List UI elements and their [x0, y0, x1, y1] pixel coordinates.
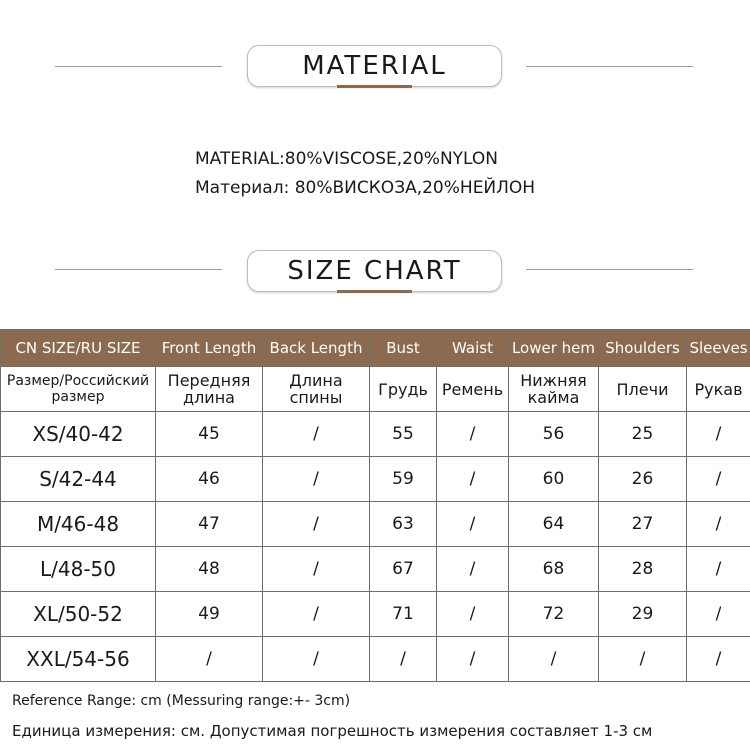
material-ru-label: Материал: [195, 178, 290, 198]
table-cell: / [156, 637, 263, 682]
measurement-notes [12, 686, 652, 746]
table-cell: / [263, 637, 370, 682]
material-section-title [247, 45, 502, 87]
table-cell: 48 [156, 547, 263, 592]
material-ru-value: 80%ВИСКОЗА,20%НЕЙЛОН [294, 178, 536, 198]
size-cell: M/46-48 [1, 502, 156, 547]
table-cell: / [437, 412, 509, 457]
table-cell: / [437, 637, 509, 682]
table-cell: 55 [370, 412, 437, 457]
col-header-sleeves: Sleeves [687, 330, 750, 367]
size-cell: XL/50-52 [1, 592, 156, 637]
table-cell: / [263, 502, 370, 547]
table-cell: / [437, 457, 509, 502]
col-header-waist-ru: Ремень [437, 367, 509, 412]
material-en-label: MATERIAL: [195, 149, 285, 169]
divider-line [55, 269, 222, 270]
table-cell: 59 [370, 457, 437, 502]
col-header-bust-ru: Грудь [370, 367, 437, 412]
table-cell: 63 [370, 502, 437, 547]
table-cell: 60 [509, 457, 599, 502]
divider-line [526, 269, 693, 270]
col-header-back-length: Back Length [263, 330, 370, 367]
col-header-bust: Bust [370, 330, 437, 367]
table-cell: / [687, 502, 750, 547]
table-row [1, 547, 750, 592]
table-cell: 71 [370, 592, 437, 637]
size-chart-section-title [247, 250, 502, 292]
material-section-title-text: MATERIAL [302, 51, 447, 81]
table-row [1, 457, 750, 502]
table-cell: 68 [509, 547, 599, 592]
reference-range-note: Reference Range: cm (Messuring range:+- 3cm) [12, 693, 351, 709]
table-cell: 25 [599, 412, 687, 457]
table-cell: 26 [599, 457, 687, 502]
table-cell: 64 [509, 502, 599, 547]
table-cell: / [687, 637, 750, 682]
table-cell: 72 [509, 592, 599, 637]
table-cell: / [263, 547, 370, 592]
table-cell: / [370, 637, 437, 682]
table-cell: 45 [156, 412, 263, 457]
table-cell: / [599, 637, 687, 682]
size-cell: XXL/54-56 [1, 637, 156, 682]
size-cell: XS/40-42 [1, 412, 156, 457]
table-cell: 67 [370, 547, 437, 592]
ru-measurement-note: Единица измерения: см. Допустимая погрешность измерения составляет 1-3 см [12, 722, 653, 740]
header-row-en [1, 330, 750, 367]
table-cell: 47 [156, 502, 263, 547]
size-cell: L/48-50 [1, 547, 156, 592]
table-cell: 28 [599, 547, 687, 592]
table-cell: / [687, 592, 750, 637]
title-accent-bar [337, 290, 412, 293]
col-header-size-ru: Размер/Российский размер [1, 367, 156, 412]
title-accent-bar [337, 85, 412, 88]
size-cell: S/42-44 [1, 457, 156, 502]
table-row [1, 637, 750, 682]
table-row [1, 592, 750, 637]
header-row-ru [1, 367, 750, 412]
col-header-size: CN SIZE/RU SIZE [1, 330, 156, 367]
material-en-row [195, 145, 535, 174]
size-chart-section-title-text: SIZE CHART [287, 256, 462, 286]
size-table [0, 329, 750, 682]
table-cell: / [687, 457, 750, 502]
col-header-lower-hem: Lower hem [509, 330, 599, 367]
table-cell: / [687, 412, 750, 457]
table-cell: 56 [509, 412, 599, 457]
col-header-lower-hem-ru: Нижняя кайма [509, 367, 599, 412]
table-row [1, 412, 750, 457]
divider-line [55, 66, 222, 67]
table-cell: 46 [156, 457, 263, 502]
table-cell: / [687, 547, 750, 592]
material-ru-row [195, 174, 535, 203]
col-header-back-length-ru: Длина спины [263, 367, 370, 412]
table-cell: 29 [599, 592, 687, 637]
col-header-waist: Waist [437, 330, 509, 367]
material-en-value: 80%VISCOSE,20%NYLON [284, 149, 499, 169]
table-cell: / [437, 547, 509, 592]
divider-line [526, 66, 693, 67]
col-header-shoulders-ru: Плечи [599, 367, 687, 412]
table-cell: / [437, 592, 509, 637]
col-header-shoulders: Shoulders [599, 330, 687, 367]
table-cell: / [437, 502, 509, 547]
table-cell: / [263, 592, 370, 637]
col-header-front-length-ru: Передняя длина [156, 367, 263, 412]
col-header-sleeves-ru: Рукав [687, 367, 750, 412]
table-cell: 49 [156, 592, 263, 637]
material-info [195, 145, 535, 203]
table-row [1, 502, 750, 547]
col-header-front-length: Front Length [156, 330, 263, 367]
table-cell: / [509, 637, 599, 682]
table-cell: 27 [599, 502, 687, 547]
table-cell: / [263, 412, 370, 457]
table-cell: / [263, 457, 370, 502]
